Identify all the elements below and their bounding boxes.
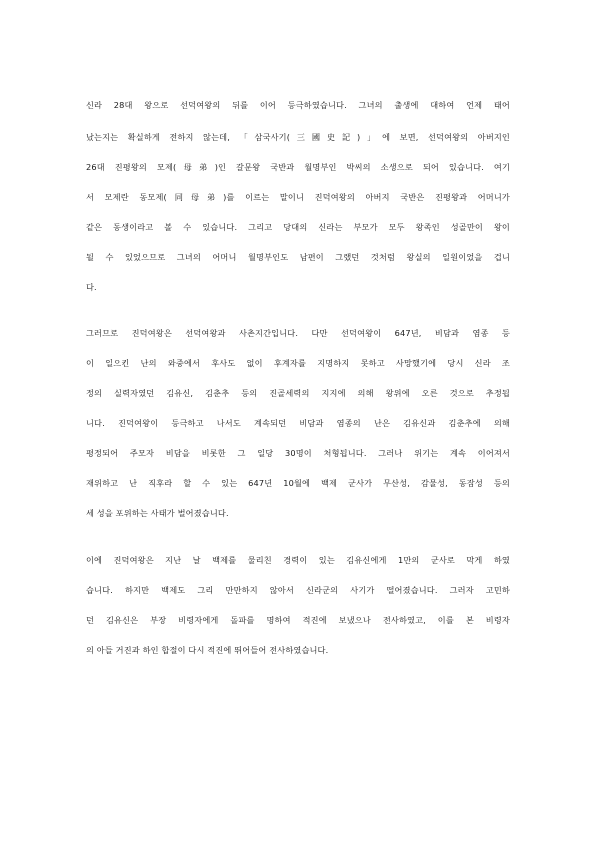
text-line: 정의 실력자였던 김유신, 김춘추 등의 진골세력의 지지에 의해 왕위에 오른 것으로 추정됩	[86, 388, 510, 398]
text-line: 습니다. 하지만 백제도 그리 만만하지 않아서 신라군의 사기가 떨어졌습니다. 그러자 고민하	[86, 585, 510, 595]
text-line: 세 성을 포위하는 사태가 벌어졌습니다.	[86, 508, 229, 518]
text-line: 다.	[86, 282, 97, 292]
text-line: 그러므로 진덕여왕은 선덕여왕과 사촌지간입니다. 다만 선덕여왕이 647년, 비담과 염종 등	[86, 328, 510, 338]
text-line: 의 아들 거진과 하인 합절이 다시 적진에 뛰어들어 전사하였습니다.	[86, 645, 329, 655]
text-line: 이에 진덕여왕은 지난 날 백제를 물리친 경력이 있는 김유신에게 1만의 군사로 막게 하였	[86, 555, 510, 565]
text-line: 니다. 진덕여왕이 등극하고 나서도 계속되던 비담과 염종의 난은 김유신과 김춘추에 의해	[86, 418, 510, 428]
text-line: 될 수 있었으므로 그녀의 어머니 월명부인도 남편이 그랬던 것처럼 왕실의 일원이었을 겁니	[86, 252, 510, 262]
text-line: 평정되어 주모자 비담을 비롯한 그 일당 30명이 처형됩니다. 그러나 위기는 계속 이어져서	[86, 448, 510, 458]
text-line: 이 일으킨 난의 와중에서 후사도 없이 후계자를 지명하지 못하고 사망했기에 당시 신라 조	[86, 358, 510, 368]
text-line: 던 김유신은 부장 비령자에게 돌파를 명하여 적진에 보냈으나 전사하였고, 이를 본 비령자	[86, 615, 510, 625]
text-line: 났는지는 확실하게 전하지 않는데, 「삼국사기(三國史記)」에 보면, 선덕여왕의 아버지인	[86, 132, 510, 142]
text-line: 26대 진평왕의 모제(母弟)인 갈문왕 국반과 월명부인 박씨의 소생으로 되어 있습니다. 여기	[86, 162, 510, 172]
text-line: 같은 동생이라고 볼 수 있습니다. 그리고 당대의 신라는 부모가 모두 왕족인 성골만이 왕이	[86, 222, 510, 232]
text-line: 재위하고 난 직후라 할 수 있는 647년 10월에 백제 군사가 무산성, 감물성, 동잠성 등의	[86, 478, 510, 488]
text-line: 서 모제란 동모제(同母弟)를 이르는 말이니 진덕여왕의 아버지 국반은 진평왕과 어머니가	[86, 192, 510, 202]
text-line: 신라 28대 왕으로 선덕여왕의 뒤를 이어 등극하였습니다. 그녀의 출생에 대하여 언제 태어	[86, 100, 510, 110]
